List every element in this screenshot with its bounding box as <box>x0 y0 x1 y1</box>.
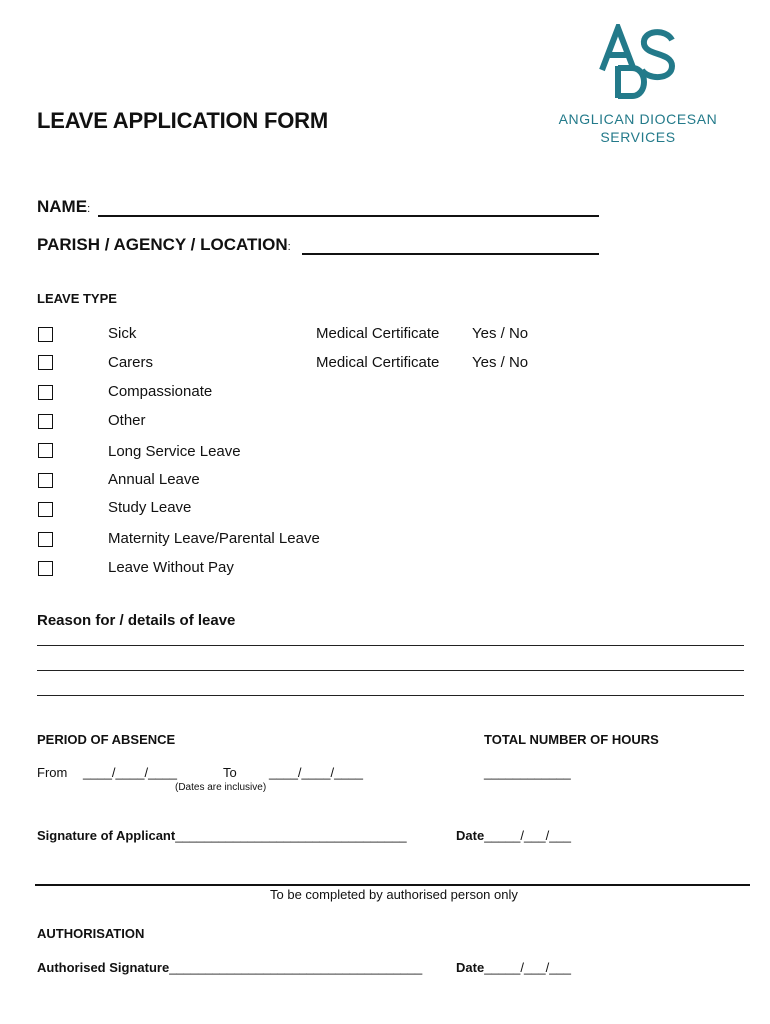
carers-label: Carers <box>108 354 154 371</box>
maternity-leave-label: Maternity Leave/Parental Leave <box>108 530 320 547</box>
parish-label: PARISH / AGENCY / LOCATION <box>37 235 288 254</box>
carers-medical-certificate: Medical Certificate <box>316 354 440 371</box>
annual-leave-checkbox[interactable] <box>38 473 53 488</box>
leave-without-pay-label: Leave Without Pay <box>108 559 234 576</box>
logo-line-1: ANGLICAN DIOCESAN <box>558 111 718 127</box>
compassionate-checkbox[interactable] <box>38 385 53 400</box>
logo-line-2: SERVICES <box>600 129 676 145</box>
long-service-leave-label: Long Service Leave <box>108 443 241 460</box>
reason-line-3[interactable] <box>37 695 744 696</box>
name-colon: : <box>87 203 91 215</box>
to-date-field[interactable]: ____/____/____ <box>269 765 363 780</box>
maternity-leave-checkbox[interactable] <box>38 532 53 547</box>
authorised-date-row[interactable] <box>456 960 571 975</box>
sick-medical-certificate: Medical Certificate <box>316 325 440 342</box>
applicant-date-field[interactable]: _____/___/___ <box>484 828 571 843</box>
applicant-signature-line[interactable]: ________________________________ <box>175 828 407 843</box>
study-leave-label: Study Leave <box>108 499 192 516</box>
from-date-field[interactable]: ____/____/____ <box>83 765 177 780</box>
applicant-date-row[interactable] <box>456 828 571 843</box>
office-use-note: To be completed by authorised person only <box>270 887 518 902</box>
dates-inclusive-note: (Dates are inclusive) <box>175 782 267 793</box>
leave-type-heading: LEAVE TYPE <box>37 291 117 306</box>
name-label: NAME <box>37 197 88 216</box>
long-service-leave-checkbox[interactable] <box>38 443 53 458</box>
reason-line-2[interactable] <box>37 670 744 671</box>
total-hours-heading: TOTAL NUMBER OF HOURS <box>484 732 659 747</box>
parish-field[interactable] <box>302 253 599 255</box>
authorised-date-label: Date <box>456 960 485 975</box>
applicant-date-label: Date <box>456 828 485 843</box>
form-title: LEAVE APPLICATION FORM <box>37 108 328 133</box>
other-checkbox[interactable] <box>38 414 53 429</box>
office-use-divider <box>35 884 750 886</box>
annual-leave-label: Annual Leave <box>108 471 200 488</box>
applicant-signature-label: Signature of Applicant <box>37 828 176 843</box>
study-leave-checkbox[interactable] <box>38 502 53 517</box>
leave-without-pay-checkbox[interactable] <box>38 561 53 576</box>
reason-heading: Reason for / details of leave <box>37 612 236 629</box>
authorisation-heading: AUTHORISATION <box>37 926 145 941</box>
compassionate-label: Compassionate <box>108 383 213 400</box>
authorised-signature-row[interactable] <box>37 960 422 975</box>
parish-colon: : <box>287 241 291 253</box>
authorised-date-field[interactable]: _____/___/___ <box>484 960 571 975</box>
carers-checkbox[interactable] <box>38 355 53 370</box>
ads-monogram-icon <box>596 24 680 100</box>
total-hours-field[interactable]: ____________ <box>484 765 571 780</box>
applicant-signature-row[interactable] <box>37 828 407 843</box>
from-label: From <box>37 765 68 780</box>
sick-checkbox[interactable] <box>38 327 53 342</box>
sick-label: Sick <box>108 325 137 342</box>
period-of-absence-heading: PERIOD OF ABSENCE <box>37 732 176 747</box>
to-label: To <box>223 765 237 780</box>
authorised-signature-label: Authorised Signature <box>37 960 170 975</box>
authorised-signature-line[interactable]: ___________________________________ <box>169 960 423 975</box>
reason-line-1[interactable] <box>37 645 744 646</box>
parish-label-group <box>37 235 291 255</box>
carers-yes-no[interactable]: Yes / No <box>472 354 529 371</box>
other-label: Other <box>108 412 146 429</box>
name-field[interactable] <box>98 215 599 217</box>
name-label-group <box>37 197 90 217</box>
sick-yes-no[interactable]: Yes / No <box>472 325 529 342</box>
